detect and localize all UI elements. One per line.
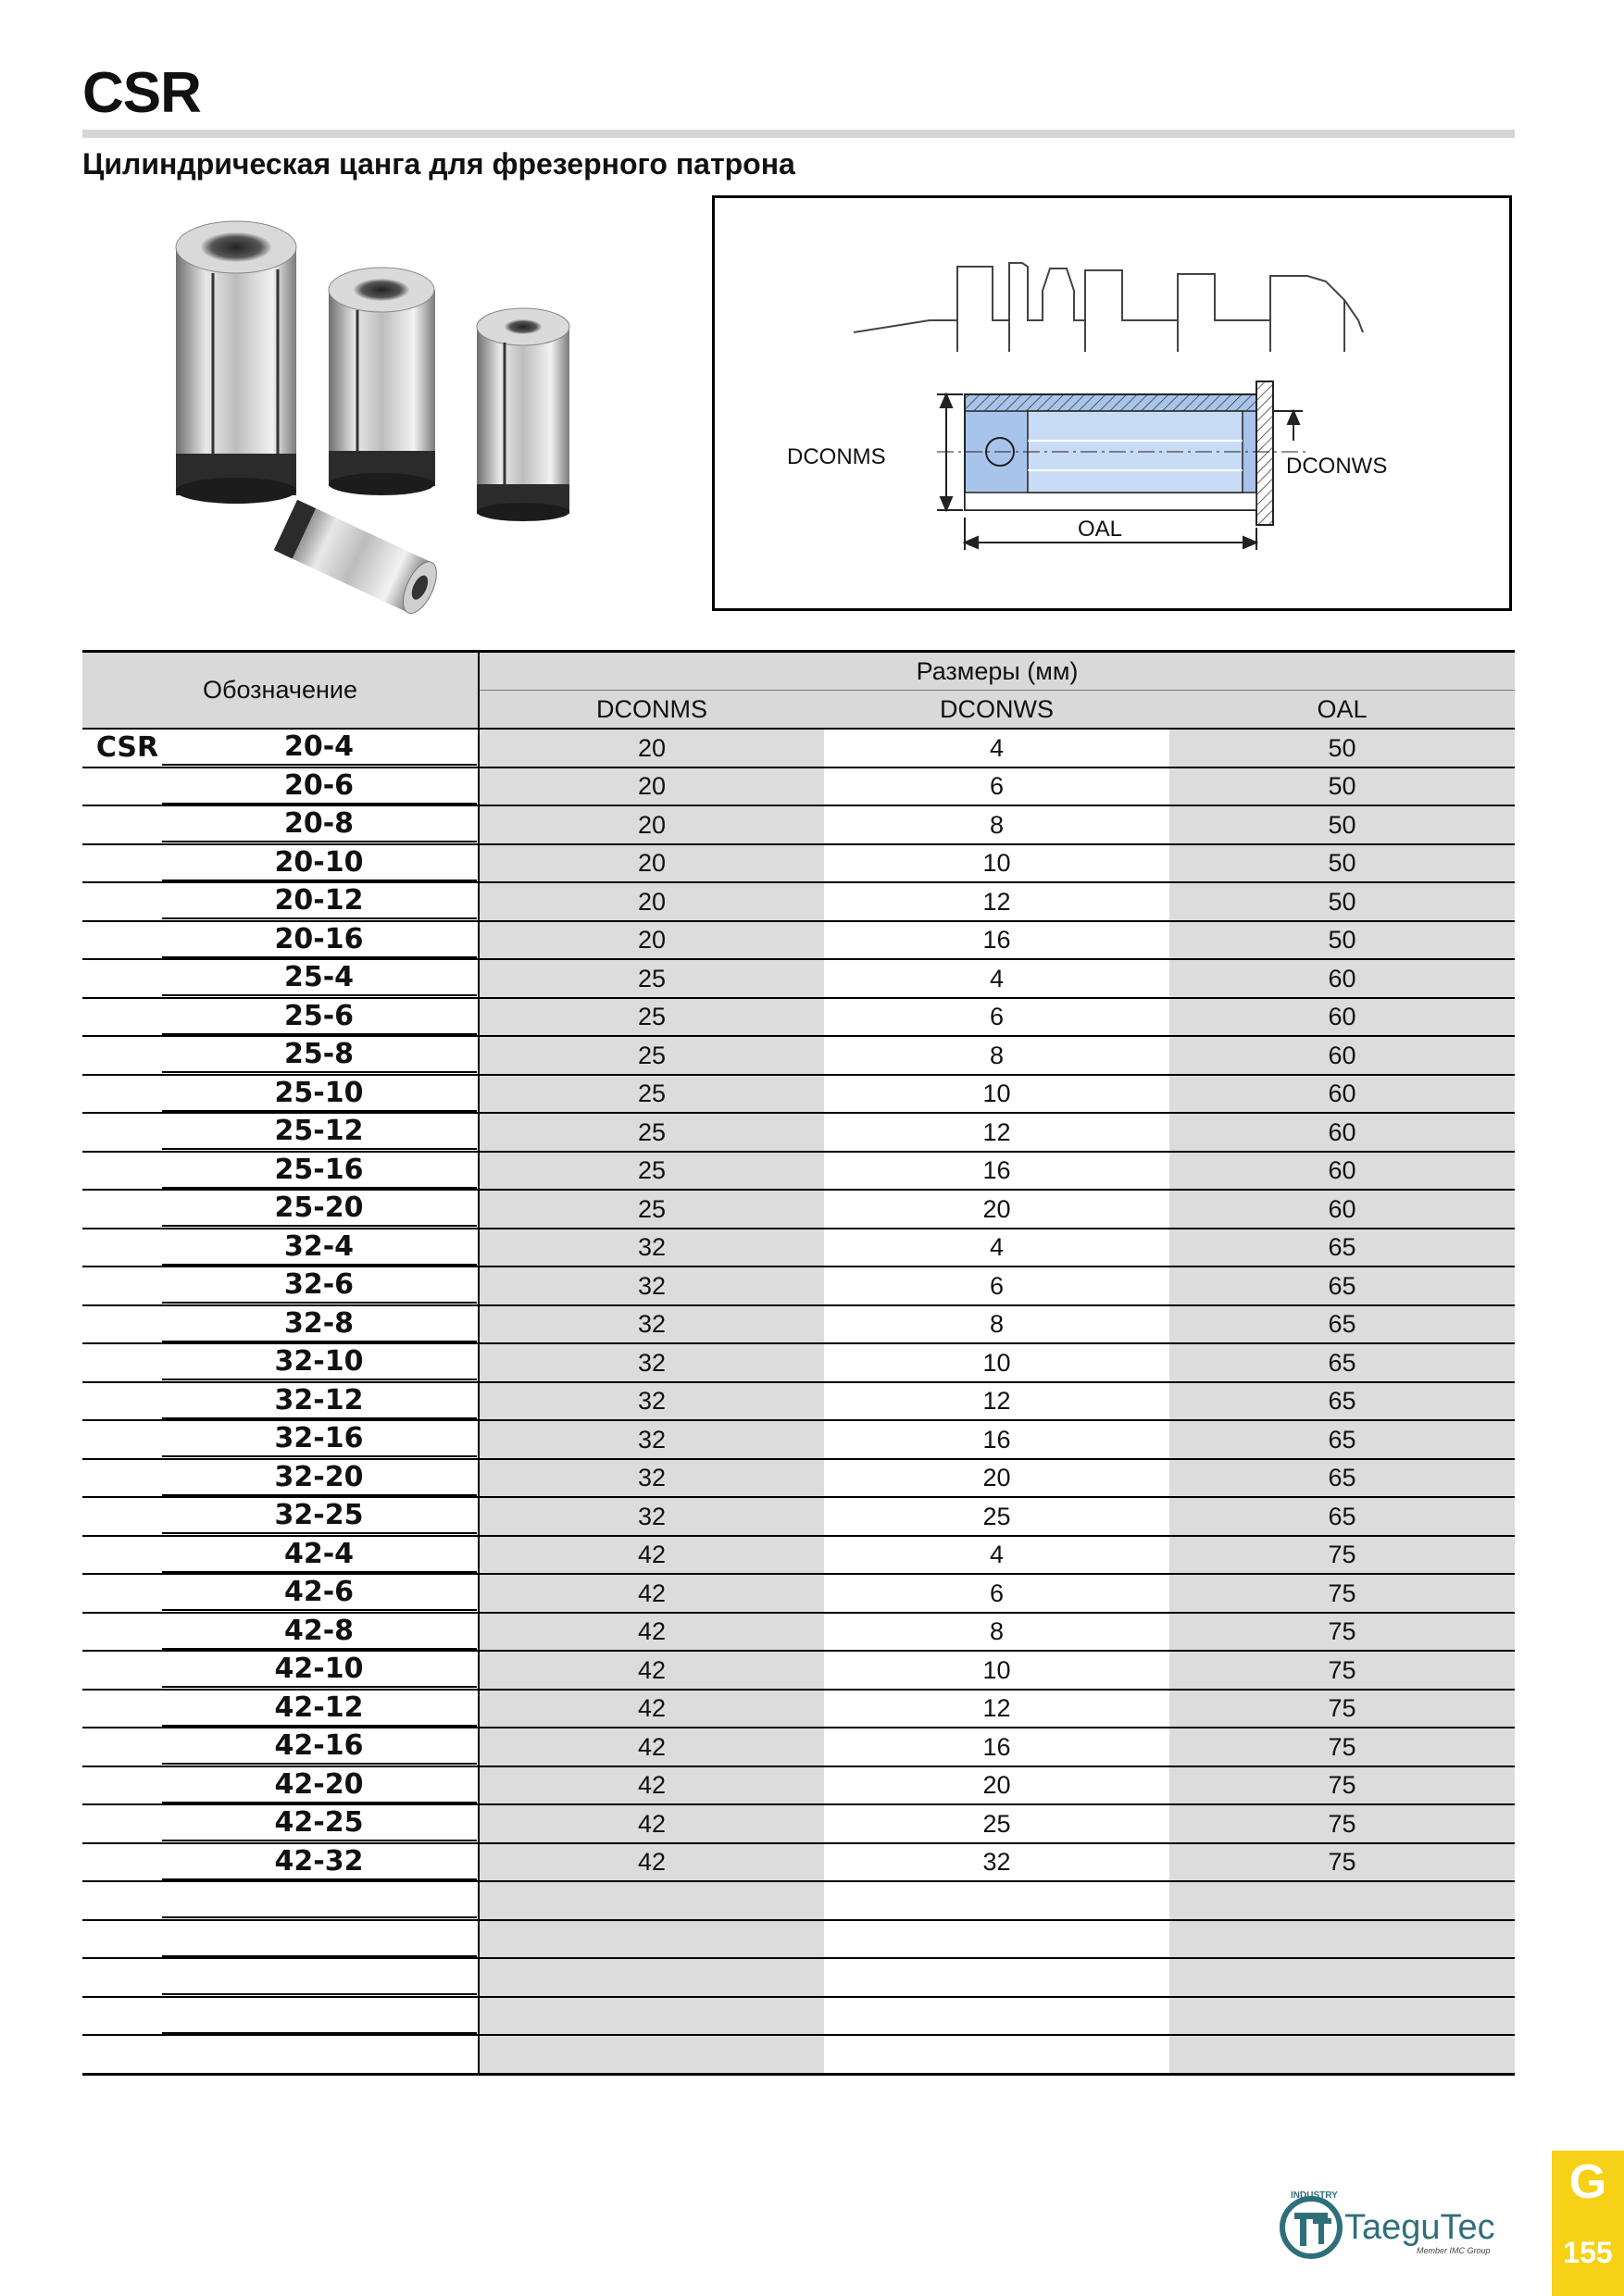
table-row — [82, 767, 1515, 806]
designation-cell — [82, 1651, 479, 1690]
designation-code: 42-8 — [162, 1614, 477, 1650]
cell-oal: 75 — [1169, 1728, 1515, 1766]
cell-dconws: 8 — [824, 805, 1169, 844]
designation-cell — [82, 1190, 479, 1229]
designation-cell — [82, 1536, 479, 1575]
designation-header: Обозначение — [82, 652, 479, 730]
designation-code: 25-20 — [162, 1191, 477, 1227]
designation-code: 20-4 — [162, 730, 477, 766]
cell-dconms: 32 — [479, 1459, 824, 1498]
cell-dconws: 25 — [824, 1804, 1169, 1843]
table-row — [82, 1382, 1515, 1421]
cell-dconms: 25 — [479, 959, 824, 998]
cell-dconms — [479, 2035, 824, 2074]
designation-code: 32-20 — [162, 1460, 477, 1496]
cell-oal: 65 — [1169, 1267, 1515, 1305]
cell-dconws: 10 — [824, 844, 1169, 883]
table-row — [82, 959, 1515, 998]
spec-table-body — [82, 729, 1515, 2074]
cell-dconws: 4 — [824, 1229, 1169, 1267]
cell-dconms: 42 — [479, 1613, 824, 1652]
cell-dconms: 32 — [479, 1267, 824, 1305]
dimensions-group-header: Размеры (мм) — [479, 652, 1515, 691]
cell-oal: 60 — [1169, 1190, 1515, 1229]
table-row — [82, 1843, 1515, 1882]
designation-cell — [82, 1804, 479, 1843]
designation-cell — [82, 882, 479, 921]
designation-code: 32-10 — [162, 1344, 477, 1380]
logo-tagline: Member IMC Group — [1417, 2246, 1491, 2255]
cell-dconms: 32 — [479, 1382, 824, 1421]
designation-code: 25-8 — [162, 1037, 477, 1073]
designation-cell — [82, 959, 479, 998]
series-label: CSR — [95, 731, 159, 765]
table-row — [82, 1536, 1515, 1575]
cell-oal — [1169, 1920, 1515, 1959]
table-row — [82, 1690, 1515, 1728]
designation-code: 20-10 — [162, 845, 477, 881]
cell-oal — [1169, 1958, 1515, 1997]
cell-oal: 60 — [1169, 959, 1515, 998]
cell-dconms: 42 — [479, 1804, 824, 1843]
cell-dconms: 25 — [479, 1075, 824, 1114]
table-row — [82, 921, 1515, 960]
cell-oal: 75 — [1169, 1613, 1515, 1652]
designation-cell — [82, 1497, 479, 1536]
table-row — [82, 1651, 1515, 1690]
cell-dconms — [479, 1958, 824, 1997]
designation-code: 32-4 — [162, 1229, 477, 1266]
cell-dconws: 12 — [824, 882, 1169, 921]
designation-code: 25-10 — [162, 1076, 477, 1112]
cell-oal: 75 — [1169, 1843, 1515, 1882]
cell-dconms: 32 — [479, 1343, 824, 1382]
designation-cell — [82, 729, 479, 767]
table-row — [82, 1459, 1515, 1498]
product-photo — [139, 208, 611, 616]
cell-oal: 75 — [1169, 1804, 1515, 1843]
cell-dconws — [824, 1920, 1169, 1959]
designation-cell — [82, 1843, 479, 1882]
cell-dconms: 25 — [479, 998, 824, 1037]
taegutec-logo — [1278, 2187, 1518, 2261]
table-row — [82, 1036, 1515, 1075]
designation-code: 20-8 — [162, 806, 477, 842]
designation-cell — [82, 1613, 479, 1652]
table-row — [82, 1305, 1515, 1344]
designation-cell — [82, 1267, 479, 1305]
cell-oal: 50 — [1169, 921, 1515, 960]
section-letter: G — [1568, 2155, 1607, 2209]
section-tab — [1552, 2151, 1624, 2296]
cell-dconws: 12 — [824, 1113, 1169, 1152]
title-rule — [82, 130, 1515, 138]
cell-dconws — [824, 2035, 1169, 2074]
logo-brand: TaeguTec — [1344, 2208, 1495, 2247]
cell-dconws: 10 — [824, 1651, 1169, 1690]
designation-code: 42-16 — [162, 1728, 477, 1765]
table-row — [82, 1229, 1515, 1267]
cell-dconms: 42 — [479, 1690, 824, 1728]
designation-cell — [82, 1343, 479, 1382]
cell-dconws: 8 — [824, 1305, 1169, 1344]
designation-cell — [82, 1036, 479, 1075]
cell-oal: 60 — [1169, 998, 1515, 1037]
table-row-empty — [82, 1920, 1515, 1959]
cell-dconws: 6 — [824, 998, 1169, 1037]
designation-cell — [82, 2035, 479, 2074]
designation-code: 25-6 — [162, 999, 477, 1035]
designation-code: 25-4 — [162, 960, 477, 996]
designation-cell — [82, 1229, 479, 1267]
designation-cell — [82, 1958, 479, 1997]
cell-dconms: 20 — [479, 805, 824, 844]
diagram-drawing — [715, 198, 1509, 608]
designation-code: 20-12 — [162, 883, 477, 919]
table-row — [82, 844, 1515, 883]
cell-dconms: 25 — [479, 1036, 824, 1075]
table-row — [82, 882, 1515, 921]
cell-dconms: 42 — [479, 1651, 824, 1690]
designation-code: 32-8 — [162, 1306, 477, 1342]
cell-dconms: 20 — [479, 921, 824, 960]
table-row — [82, 1804, 1515, 1843]
table-row — [82, 1420, 1515, 1459]
cell-oal: 75 — [1169, 1574, 1515, 1613]
dimension-diagram — [712, 195, 1512, 611]
table-row — [82, 1075, 1515, 1114]
designation-cell — [82, 1075, 479, 1114]
table-row — [82, 1113, 1515, 1152]
cell-dconws: 16 — [824, 1420, 1169, 1459]
designation-code: 42-10 — [162, 1652, 477, 1688]
designation-code — [162, 1882, 477, 1918]
designation-cell — [82, 1420, 479, 1459]
designation-cell — [82, 1113, 479, 1152]
cell-dconws: 8 — [824, 1036, 1169, 1075]
logo-ring — [1282, 2199, 1340, 2256]
col-header-oal: OAL — [1169, 691, 1515, 730]
label-dconms: DCONMS — [787, 444, 886, 469]
cell-oal: 65 — [1169, 1420, 1515, 1459]
designation-code: 32-6 — [162, 1267, 477, 1304]
collet-large — [176, 221, 296, 504]
cell-oal: 75 — [1169, 1690, 1515, 1728]
cell-dconms: 20 — [479, 729, 824, 767]
cell-dconws: 32 — [824, 1843, 1169, 1882]
table-row — [82, 1766, 1515, 1805]
label-dconws: DCONWS — [1286, 454, 1388, 479]
table-row — [82, 1574, 1515, 1613]
cell-oal: 50 — [1169, 767, 1515, 806]
cell-oal: 65 — [1169, 1459, 1515, 1498]
designation-cell — [82, 1997, 479, 2036]
cell-dconws — [824, 1958, 1169, 1997]
cell-oal — [1169, 2035, 1515, 2074]
designation-cell — [82, 805, 479, 844]
cell-dconws: 16 — [824, 1152, 1169, 1191]
designation-code — [162, 2038, 477, 2072]
cell-dconms: 42 — [479, 1843, 824, 1882]
designation-cell — [82, 1728, 479, 1766]
cell-dconws: 4 — [824, 959, 1169, 998]
table-row — [82, 1343, 1515, 1382]
designation-cell — [82, 1574, 479, 1613]
table-row — [82, 1152, 1515, 1191]
designation-code: 42-4 — [162, 1537, 477, 1573]
collet-small — [477, 308, 569, 521]
designation-code — [162, 1998, 477, 2034]
designation-code: 42-12 — [162, 1691, 477, 1727]
cell-dconws: 4 — [824, 729, 1169, 767]
cell-dconms: 32 — [479, 1305, 824, 1344]
cell-dconms — [479, 1997, 824, 2036]
designation-code — [162, 1921, 477, 1957]
designation-cell — [82, 921, 479, 960]
designation-code: 32-16 — [162, 1421, 477, 1457]
cell-dconws: 10 — [824, 1343, 1169, 1382]
cell-dconms: 42 — [479, 1728, 824, 1766]
designation-code: 25-12 — [162, 1114, 477, 1150]
chuck-outline — [854, 263, 1363, 352]
designation-cell — [82, 1881, 479, 1920]
designation-code: 20-16 — [162, 922, 477, 958]
table-row — [82, 1497, 1515, 1536]
label-oal: OAL — [1078, 517, 1123, 542]
logo-arc-text: INDUSTRY — [1291, 2190, 1338, 2201]
cell-dconms: 25 — [479, 1190, 824, 1229]
table-row-empty — [82, 1881, 1515, 1920]
cell-dconms — [479, 1920, 824, 1959]
cell-dconws: 20 — [824, 1766, 1169, 1805]
table-row — [82, 729, 1515, 767]
cell-dconms: 20 — [479, 844, 824, 883]
cell-oal: 60 — [1169, 1113, 1515, 1152]
cell-dconms: 42 — [479, 1574, 824, 1613]
collet-lying — [274, 500, 443, 616]
table-row — [82, 1190, 1515, 1229]
designation-code — [162, 1959, 477, 1995]
cell-oal: 50 — [1169, 729, 1515, 767]
designation-code: 25-16 — [162, 1153, 477, 1189]
cell-dconms: 20 — [479, 767, 824, 806]
cell-dconws: 12 — [824, 1690, 1169, 1728]
cell-dconms: 42 — [479, 1766, 824, 1805]
cell-dconws: 16 — [824, 1728, 1169, 1766]
page-number: 155 — [1563, 2236, 1613, 2269]
cell-dconms: 32 — [479, 1229, 824, 1267]
cell-dconws — [824, 1997, 1169, 2036]
cell-oal: 60 — [1169, 1152, 1515, 1191]
collet-section — [937, 381, 1307, 525]
cell-dconws: 6 — [824, 767, 1169, 806]
col-header-dconms: DCONMS — [479, 691, 824, 730]
designation-code: 42-6 — [162, 1575, 477, 1611]
designation-code: 42-32 — [162, 1844, 477, 1880]
cell-oal: 75 — [1169, 1651, 1515, 1690]
cell-dconms: 25 — [479, 1113, 824, 1152]
cell-dconws: 25 — [824, 1497, 1169, 1536]
cell-dconms: 25 — [479, 1152, 824, 1191]
cell-dconws: 6 — [824, 1574, 1169, 1613]
table-row — [82, 1728, 1515, 1766]
designation-code: 20-6 — [162, 768, 477, 805]
designation-cell — [82, 767, 479, 806]
cell-oal: 65 — [1169, 1305, 1515, 1344]
cell-dconms — [479, 1881, 824, 1920]
table-row — [82, 1613, 1515, 1652]
table-row-empty — [82, 2035, 1515, 2074]
cell-oal: 65 — [1169, 1229, 1515, 1267]
table-row — [82, 1267, 1515, 1305]
cell-oal: 65 — [1169, 1382, 1515, 1421]
cell-oal: 75 — [1169, 1766, 1515, 1805]
cell-dconws: 4 — [824, 1536, 1169, 1575]
cell-oal: 60 — [1169, 1075, 1515, 1114]
cell-oal — [1169, 1881, 1515, 1920]
cell-dconws: 10 — [824, 1075, 1169, 1114]
cell-oal: 50 — [1169, 882, 1515, 921]
spec-table — [82, 650, 1515, 2076]
designation-cell — [82, 844, 479, 883]
cell-dconws: 6 — [824, 1267, 1169, 1305]
cell-dconms: 20 — [479, 882, 824, 921]
designation-cell — [82, 998, 479, 1037]
designation-cell — [82, 1305, 479, 1344]
cell-dconms: 32 — [479, 1420, 824, 1459]
designation-cell — [82, 1766, 479, 1805]
table-row-empty — [82, 1958, 1515, 1997]
designation-code: 32-12 — [162, 1383, 477, 1419]
table-row — [82, 805, 1515, 844]
cell-dconws — [824, 1881, 1169, 1920]
table-row-empty — [82, 1997, 1515, 2036]
cell-oal: 50 — [1169, 805, 1515, 844]
collet-medium — [329, 268, 435, 495]
page-title: CSR — [82, 61, 201, 125]
designation-cell — [82, 1382, 479, 1421]
table-row — [82, 998, 1515, 1037]
designation-cell — [82, 1920, 479, 1959]
cell-oal: 65 — [1169, 1497, 1515, 1536]
cell-dconms: 42 — [479, 1536, 824, 1575]
designation-cell — [82, 1152, 479, 1191]
cell-oal: 75 — [1169, 1536, 1515, 1575]
designation-code: 32-25 — [162, 1498, 477, 1534]
cell-dconws: 20 — [824, 1190, 1169, 1229]
cell-oal — [1169, 1997, 1515, 2036]
cell-dconws: 20 — [824, 1459, 1169, 1498]
designation-code: 42-20 — [162, 1767, 477, 1803]
designation-code: 42-25 — [162, 1805, 477, 1841]
cell-oal: 60 — [1169, 1036, 1515, 1075]
cell-dconws: 16 — [824, 921, 1169, 960]
cell-oal: 65 — [1169, 1343, 1515, 1382]
col-header-dconws: DCONWS — [824, 691, 1169, 730]
cell-dconms: 32 — [479, 1497, 824, 1536]
designation-cell — [82, 1690, 479, 1728]
designation-cell — [82, 1459, 479, 1498]
cell-oal: 50 — [1169, 844, 1515, 883]
cell-dconws: 8 — [824, 1613, 1169, 1652]
cell-dconws: 12 — [824, 1382, 1169, 1421]
page-subtitle: Цилиндрическая цанга для фрезерного патрона — [82, 147, 795, 181]
